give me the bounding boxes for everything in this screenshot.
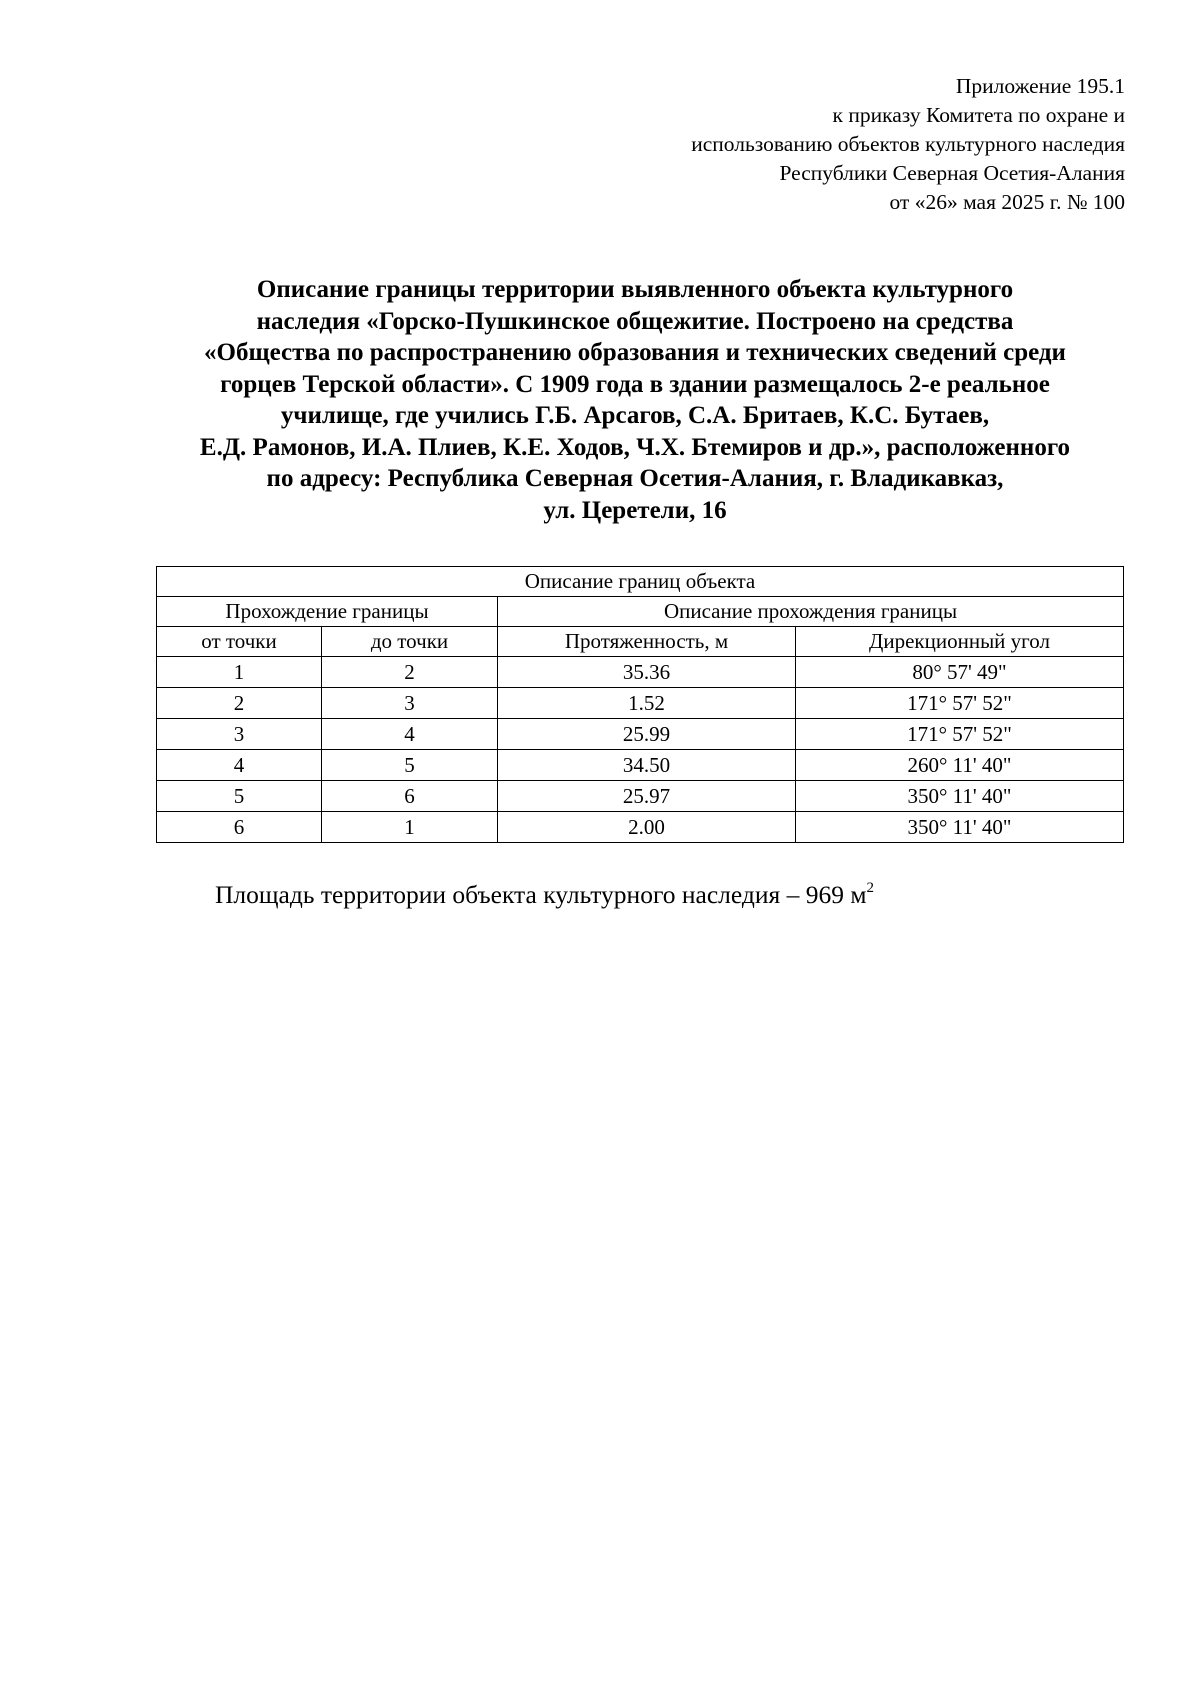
cell-length: 35.36 (498, 657, 796, 688)
header-from: от точки (157, 627, 322, 657)
title-line: училище, где учились Г.Б. Арсагов, С.А. Бритаев, К.С. Бутаев, (280, 402, 990, 429)
table-row (157, 750, 1124, 781)
appendix-line: от «26» мая 2025 г. № 100 (889, 190, 1125, 214)
cell-angle: 350° 11' 40" (796, 781, 1124, 812)
appendix-line: к приказу Комитета по охране и (832, 103, 1125, 127)
table-caption-row (157, 567, 1124, 597)
cell-length: 25.97 (498, 781, 796, 812)
cell-to: 4 (322, 719, 498, 750)
title-line: Описание границы территории выявленного объекта культурного (256, 276, 1014, 303)
appendix-header (691, 72, 1125, 217)
cell-angle: 171° 57' 52" (796, 688, 1124, 719)
cell-to: 1 (322, 812, 498, 843)
title-line: по адресу: Республика Северная Осетия-Алания, г. Владикавказ, (266, 465, 1004, 492)
appendix-line: Приложение 195.1 (955, 74, 1125, 98)
table-row (157, 657, 1124, 688)
cell-to: 6 (322, 781, 498, 812)
title-line: ул. Церетели, 16 (543, 496, 727, 524)
table-row (157, 719, 1124, 750)
area-superscript: 2 (866, 879, 874, 896)
cell-from: 2 (157, 688, 322, 719)
appendix-line: использованию объектов культурного наследия (691, 132, 1125, 156)
title-line: наследия «Горско-Пушкинское общежитие. Построено на средства (256, 307, 1014, 335)
cell-to: 2 (322, 657, 498, 688)
table-caption: Описание границ объекта (157, 567, 1124, 597)
area-statement (215, 880, 874, 910)
title-line: Е.Д. Рамонов, И.А. Плиев, К.Е. Ходов, Ч.Х. Бтемиров и др.», расположенного (199, 433, 1071, 461)
cell-from: 4 (157, 750, 322, 781)
cell-length: 34.50 (498, 750, 796, 781)
table-row (157, 781, 1124, 812)
header-passage: Прохождение границы (157, 597, 498, 627)
header-length: Протяженность, м (498, 627, 796, 657)
appendix-line: Республики Северная Осетия-Алания (779, 161, 1125, 185)
cell-from: 5 (157, 781, 322, 812)
document-title (130, 274, 1140, 526)
table-header-row (157, 627, 1124, 657)
table-row (157, 812, 1124, 843)
cell-angle: 350° 11' 40" (796, 812, 1124, 843)
cell-length: 2.00 (498, 812, 796, 843)
cell-from: 6 (157, 812, 322, 843)
title-line: горцев Терской области». С 1909 года в здании размещалось 2-е реальное (220, 370, 1050, 398)
cell-angle: 260° 11' 40" (796, 750, 1124, 781)
table-group-row (157, 597, 1124, 627)
cell-to: 3 (322, 688, 498, 719)
table-row (157, 688, 1124, 719)
header-to: до точки (322, 627, 498, 657)
cell-from: 3 (157, 719, 322, 750)
cell-length: 25.99 (498, 719, 796, 750)
cell-to: 5 (322, 750, 498, 781)
cell-length: 1.52 (498, 688, 796, 719)
cell-angle: 80° 57' 49" (796, 657, 1124, 688)
header-angle: Дирекционный угол (796, 627, 1124, 657)
title-line: «Общества по распространению образования и технических сведений среди (204, 339, 1066, 366)
area-text: Площадь территории объекта культурного наследия – 969 м (215, 880, 867, 909)
header-description: Описание прохождения границы (498, 597, 1124, 627)
cell-from: 1 (157, 657, 322, 688)
cell-angle: 171° 57' 52" (796, 719, 1124, 750)
boundary-table (156, 566, 1124, 843)
